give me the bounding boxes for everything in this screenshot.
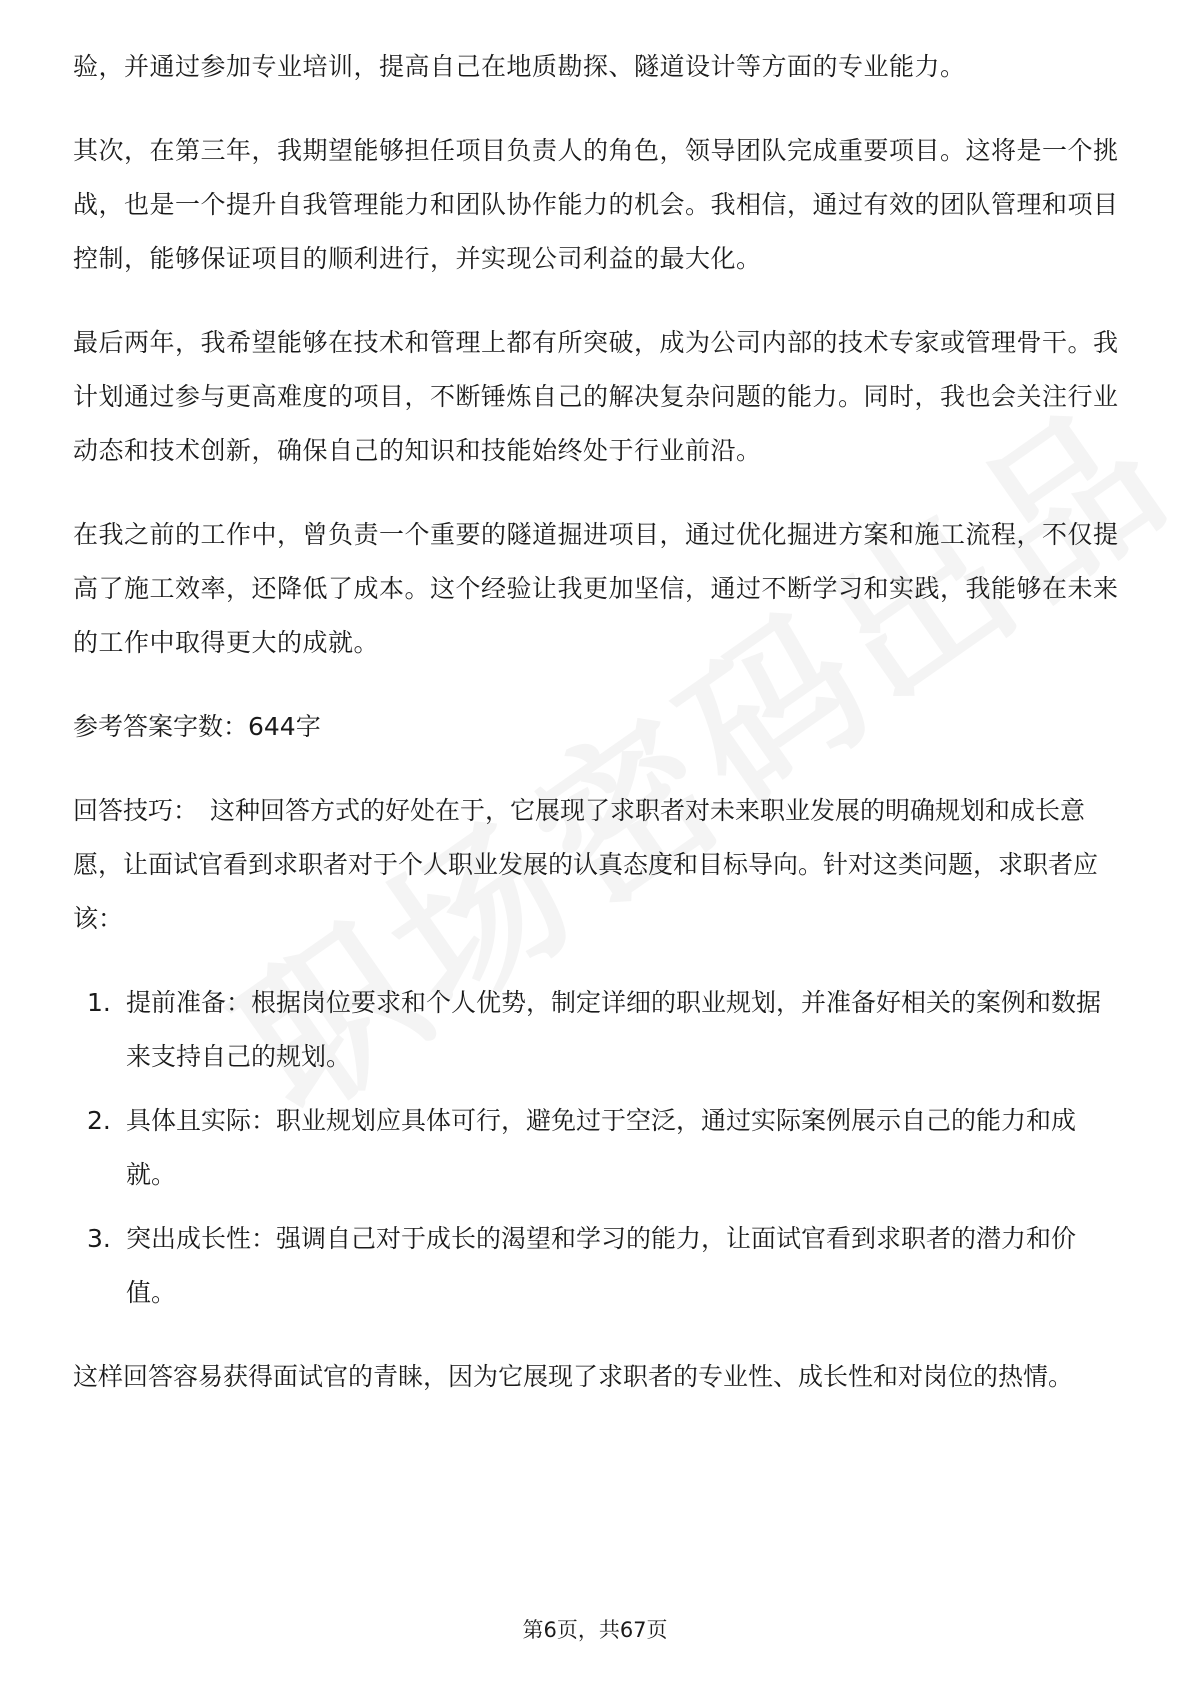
document-body xyxy=(73,40,1123,1404)
list-item xyxy=(73,1212,1123,1320)
tips-list xyxy=(73,976,1123,1320)
list-item xyxy=(73,1094,1123,1202)
list-item xyxy=(73,976,1123,1084)
page-number: 第6页，共67页 xyxy=(522,1618,668,1642)
word-count: 参考答案字数：644字 xyxy=(73,712,321,741)
closing-paragraph: 这样回答容易获得面试官的青睐，因为它展现了求职者的专业性、成长性和对岗位的热情。 xyxy=(73,1362,1074,1391)
list-item-text: 突出成长性：强调自己对于成长的渴望和学习的能力，让面试官看到求职者的潜力和价值。 xyxy=(126,1224,1077,1307)
list-item-text: 具体且实际：职业规划应具体可行，避免过于空泛，通过实际案例展示自己的能力和成就。 xyxy=(126,1106,1077,1189)
answer-tips xyxy=(73,784,1123,946)
paragraph-1: 验，并通过参加专业培训，提高自己在地质勘探、隧道设计等方面的专业能力。 xyxy=(73,52,966,81)
list-item-text: 提前准备：根据岗位要求和个人优势，制定详细的职业规划，并准备好相关的案例和数据来支持自己的规划。 xyxy=(126,988,1102,1071)
paragraph-2: 其次，在第三年，我期望能够担任项目负责人的角色，领导团队完成重要项目。这将是一个挑战，也是一个提升自我管理能力和团队协作能力的机会。我相信，通过有效的团队管理和项目控制，能够保证项目的顺利进行，并实现公司利益的最大化。 xyxy=(73,136,1119,273)
paragraph-3: 最后两年，我希望能够在技术和管理上都有所突破，成为公司内部的技术专家或管理骨干。我计划通过参与更高难度的项目，不断锤炼自己的解决复杂问题的能力。同时，我也会关注行业动态和技术创新，确保自己的知识和技能始终处于行业前沿。 xyxy=(73,328,1119,465)
answer-tips-text: 这种回答方式的好处在于，它展现了求职者对未来职业发展的明确规划和成长意愿，让面试官看到求职者对于个人职业发展的认真态度和目标导向。针对这类问题，求职者应该： xyxy=(73,796,1099,933)
paragraph-4: 在我之前的工作中，曾负责一个重要的隧道掘进项目，通过优化掘进方案和施工流程，不仅提高了施工效率，还降低了成本。这个经验让我更加坚信，通过不断学习和实践，我能够在未来的工作中取得更大的成就。 xyxy=(73,520,1119,657)
list-item-number: 2. xyxy=(87,1106,111,1135)
list-item-number: 3. xyxy=(87,1224,111,1253)
answer-tips-lead: 回答技巧： xyxy=(73,796,199,825)
list-item-number: 1. xyxy=(87,988,111,1017)
